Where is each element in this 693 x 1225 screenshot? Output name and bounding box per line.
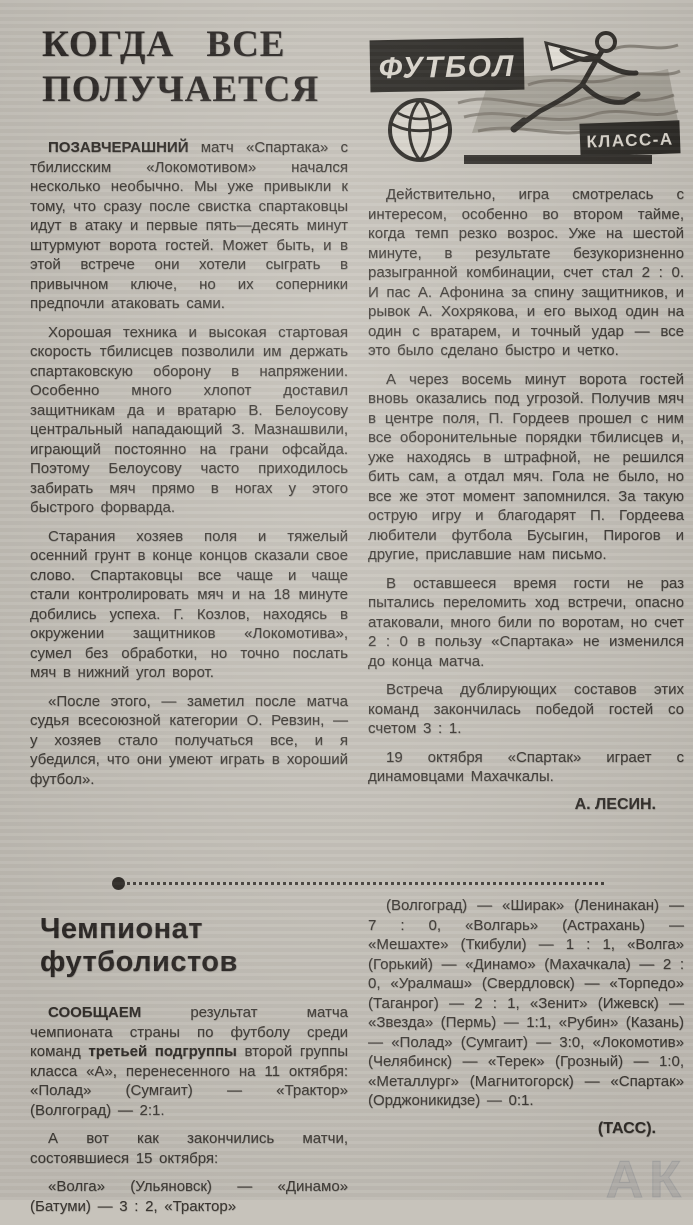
paragraph: (Волгоград) — «Ширак» (Ленинакан) — 7 : 0, «Волгарь» (Астрахань) — «Мешахте» (Ткибули) — 1 : 1, «Волга» (Горький) — «Динамо» (Махачкала) — 2 : 0, «Уралмаш» (Свердловск) — «Торпедо» (Таганрог) — 2 : 1, «Зенит» (Ижевск) — «Звезда» (Пермь) — 1:1, «Рубин» (Казань) — «Полад» (Сумгаит) — 3:0, «Локомотив» (Челябинск) — «Терек» (Грозный) — 1:0, «Металлург» (Магнитогорск) — «Спартак» (Орджоникидзе) — 0:1. (368, 897, 684, 1109)
paragraph: В оставшееся время гости не раз пытались переломить ход встречи, опасно атаковали, много били по воротам, но счет 2 : 0 в пользу «Спартака» не изменился до конца матча. (368, 574, 684, 670)
divider-dot-icon (112, 877, 125, 890)
banner-illustration (368, 25, 684, 167)
divider-dashed-line (127, 882, 604, 885)
section-divider (112, 876, 604, 890)
paragraph: Встреча дублирующих составов этих команд закончилась победой гостей со счетом 3 : 1. (368, 681, 684, 737)
banner-title-text: ФУТБОЛ (378, 49, 516, 86)
paragraph: Хорошая техника и высокая стартовая скорость тбилисцев позволили им держать спартаковскую оборону в напряжении. Особенно много хлопот доставил защитникам да и вратарю В. Белоусову центральный нападающий З. Мазнашвили, играющий постоянно на грани офсайда. Поэтому Белоусову часто приходилось забирать мяч прямо в ногах у этого быстрого форварда. (30, 323, 348, 517)
banner-subtitle-text: КЛАСС-А (586, 129, 674, 152)
paragraph: 19 октября «Спартак» играет с динамовцами Махачкалы. (368, 748, 684, 785)
article2-left-text (30, 1003, 348, 1216)
article2-right-text (368, 896, 684, 1111)
paragraph: ПОЗАВЧЕРАШНИЙ матч «Спартака» с тбилисским «Локомотивом» начался несколько необычно. Мы уже привыкли к тому, что сразу после свистка спартаковцы идут в атаку и первые пять—десять минут штурмуют ворота гостей. Может быть, и в этой встрече они хотели сыграть в привычном ключе, но их соперники предпочли атаковать сами. (30, 139, 348, 313)
paragraph: Действительно, игра смотрелась с интересом, особенно во втором тайме, когда темп резко возрос. Уже на шестой минуте, в результате безукоризненно разыгранной комбинации, счет стал 2 : 0. И пас А. Афонина за спину защитников, и рывок А. Хохрякова, и его выход один на один с вратарем, и точный удар — все это было сделано быстро и четко. (368, 186, 684, 359)
article1-right-text (368, 185, 684, 787)
paragraph: СООБЩАЕМ результат матча чемпионата страны по футболу среди команд третьей подгруппы второй группы класса «А», перенесенного на 11 октября: «Полад» (Сумгаит) — «Трактор» (Волгоград) — 2:1. (30, 1004, 348, 1119)
paragraph: Старания хозяев поля и тяжелый осенний грунт в конце концов сказали свое слово. Спартаковцы все чаще и чаще стали контролировать мяч и на 18 минуте добились успеха. Г. Козлов, находясь в окружении защитников «Локомотива», сумел без обработки, но точно послать мяч в нижний угол ворот. (30, 527, 348, 682)
article2-byline: (ТАСС). (597, 1119, 656, 1137)
article1-left-column (30, 22, 348, 798)
article1-headline: КОГДА ВСЕ ПОЛУЧАЕТСЯ (42, 24, 320, 111)
banner-underline-bar (464, 155, 652, 164)
article1-byline: А. ЛЕСИН. (574, 795, 656, 813)
futbol-title-box (370, 38, 525, 93)
paragraph: «После этого, — заметил после матча судья всесоюзной категории О. Ревзин, — у хозяев стало получаться все, и я убедился, что они умеют играть в хороший футбол». (30, 692, 348, 788)
bleed-through-mark: АК (605, 1151, 687, 1209)
article1-left-text (30, 138, 348, 789)
soccer-ball-icon (390, 100, 450, 160)
futbol-klass-a-banner (368, 25, 684, 167)
klass-a-box (579, 120, 680, 156)
article2-left-column (30, 903, 348, 1225)
article2-right-column (368, 896, 684, 1138)
paragraph: «Волга» (Ульяновск) — «Динамо» (Батуми) — 3 : 2, «Трактор» (30, 1178, 348, 1215)
article2-headline: Чемпионат футболистов (40, 913, 238, 978)
article1-right-column (368, 25, 684, 814)
paragraph: А через восемь минут ворота гостей вновь оказались под угрозой. Получив мяч в центре поля, П. Гордеев прошел с ним все оборонительные порядки тбилисцев и, уже находясь в штрафной, не решился бить сам, а отдал мяч. Гола не было, но все же этот момент запомнился. За такую острую игру и благодарят П. Гордеева любители футбола Бусыгин, Пирогов и другие, приславшие нам письмо. (368, 370, 684, 563)
paragraph: А вот как закончились матчи, состоявшиеся 15 октября: (30, 1130, 348, 1167)
